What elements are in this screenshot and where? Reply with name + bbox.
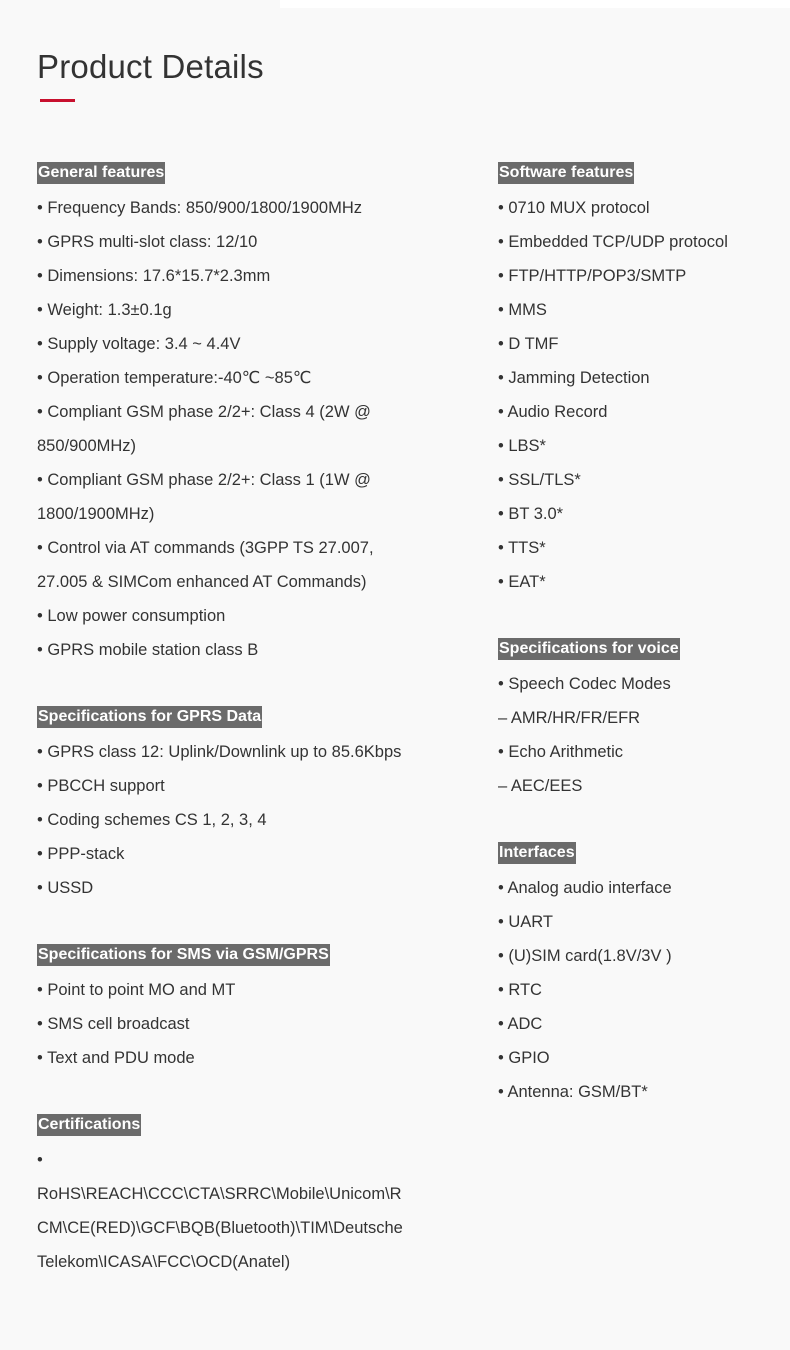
section-heading: Software features [498, 162, 634, 184]
section-certifications [37, 1109, 437, 1279]
list-item: • BT 3.0* [498, 505, 564, 523]
list-item: • GPRS class 12: Uplink/Downlink up to 85.6Kbps [37, 743, 402, 761]
top-strip [280, 0, 790, 8]
list-item: • TTS* [498, 539, 546, 557]
section-software-features [498, 157, 768, 599]
list-item: • UART [498, 913, 553, 931]
list-item: • Compliant GSM phase 2/2+: Class 4 (2W @ [37, 403, 371, 421]
list-item: • RTC [498, 981, 542, 999]
list-item: • D TMF [498, 335, 559, 353]
list-item: • [37, 1151, 43, 1169]
list-item: • Antenna: GSM/BT* [498, 1083, 648, 1101]
list-item: • SMS cell broadcast [37, 1015, 190, 1033]
list-item: 27.005 & SIMCom enhanced AT Commands) [37, 573, 367, 591]
list-item: – AEC/EES [498, 777, 583, 795]
list-item: • Operation temperature:-40℃ ~85℃ [37, 369, 312, 387]
feature-list [498, 871, 768, 1109]
list-item: • GPRS mobile station class B [37, 641, 259, 659]
section-heading: General features [37, 162, 165, 184]
list-item: • SSL/TLS* [498, 471, 581, 489]
right-column [498, 157, 768, 1109]
section-heading: Specifications for voice [498, 638, 680, 660]
list-item: • PPP-stack [37, 845, 125, 863]
list-item: • LBS* [498, 437, 546, 455]
feature-list [498, 667, 768, 803]
list-item: 1800/1900MHz) [37, 505, 155, 523]
list-item: • Compliant GSM phase 2/2+: Class 1 (1W @ [37, 471, 371, 489]
list-item: • Jamming Detection [498, 369, 650, 387]
section-heading: Certifications [37, 1114, 141, 1136]
list-item: CM\CE(RED)\GCF\BQB(Bluetooth)\TIM\Deutsche [37, 1219, 403, 1237]
list-item: • Audio Record [498, 403, 608, 421]
feature-list [37, 735, 437, 905]
section-heading: Specifications for GPRS Data [37, 706, 262, 728]
list-item: • Text and PDU mode [37, 1049, 195, 1067]
list-item: • 0710 MUX protocol [498, 199, 650, 217]
section-specifications-for-gprs-data [37, 701, 437, 905]
left-column [37, 157, 437, 1279]
list-item: 850/900MHz) [37, 437, 137, 455]
list-item: • USSD [37, 879, 94, 897]
section-specifications-for-voice [498, 633, 768, 803]
list-item: • MMS [498, 301, 547, 319]
section-specifications-for-sms-via-gsm-gprs [37, 939, 437, 1075]
list-item: • Dimensions: 17.6*15.7*2.3mm [37, 267, 271, 285]
list-item: • Analog audio interface [498, 879, 672, 897]
page-title: Product Details [37, 48, 264, 85]
list-item: • Low power consumption [37, 607, 226, 625]
list-item: Telekom\ICASA\FCC\OCD(Anatel) [37, 1253, 291, 1271]
section-general-features [37, 157, 437, 667]
list-item: • Frequency Bands: 850/900/1800/1900MHz [37, 199, 362, 217]
list-item: • Coding schemes CS 1, 2, 3, 4 [37, 811, 267, 829]
list-item: • Speech Codec Modes [498, 675, 671, 693]
list-item: • Weight: 1.3±0.1g [37, 301, 172, 319]
section-interfaces [498, 837, 768, 1109]
section-heading: Specifications for SMS via GSM/GPRS [37, 944, 330, 966]
list-item: • FTP/HTTP/POP3/SMTP [498, 267, 687, 285]
section-heading: Interfaces [498, 842, 576, 864]
list-item: • Echo Arithmetic [498, 743, 623, 761]
feature-list [498, 191, 768, 599]
title-underline [40, 99, 75, 102]
list-item: RoHS\REACH\CCC\CTA\SRRC\Mobile\Unicom\R [37, 1185, 402, 1203]
list-item: • Embedded TCP/UDP protocol [498, 233, 728, 251]
list-item: • Supply voltage: 3.4 ~ 4.4V [37, 335, 241, 353]
list-item: • (U)SIM card(1.8V/3V ) [498, 947, 672, 965]
feature-list [37, 973, 437, 1075]
feature-list [37, 191, 437, 667]
list-item: • ADC [498, 1015, 543, 1033]
list-item: • Point to point MO and MT [37, 981, 236, 999]
list-item: • GPIO [498, 1049, 550, 1067]
list-item: • Control via AT commands (3GPP TS 27.007, [37, 539, 374, 557]
list-item: • EAT* [498, 573, 546, 591]
list-item: – AMR/HR/FR/EFR [498, 709, 641, 727]
list-item: • GPRS multi-slot class: 12/10 [37, 233, 258, 251]
feature-list [37, 1143, 437, 1279]
list-item: • PBCCH support [37, 777, 165, 795]
